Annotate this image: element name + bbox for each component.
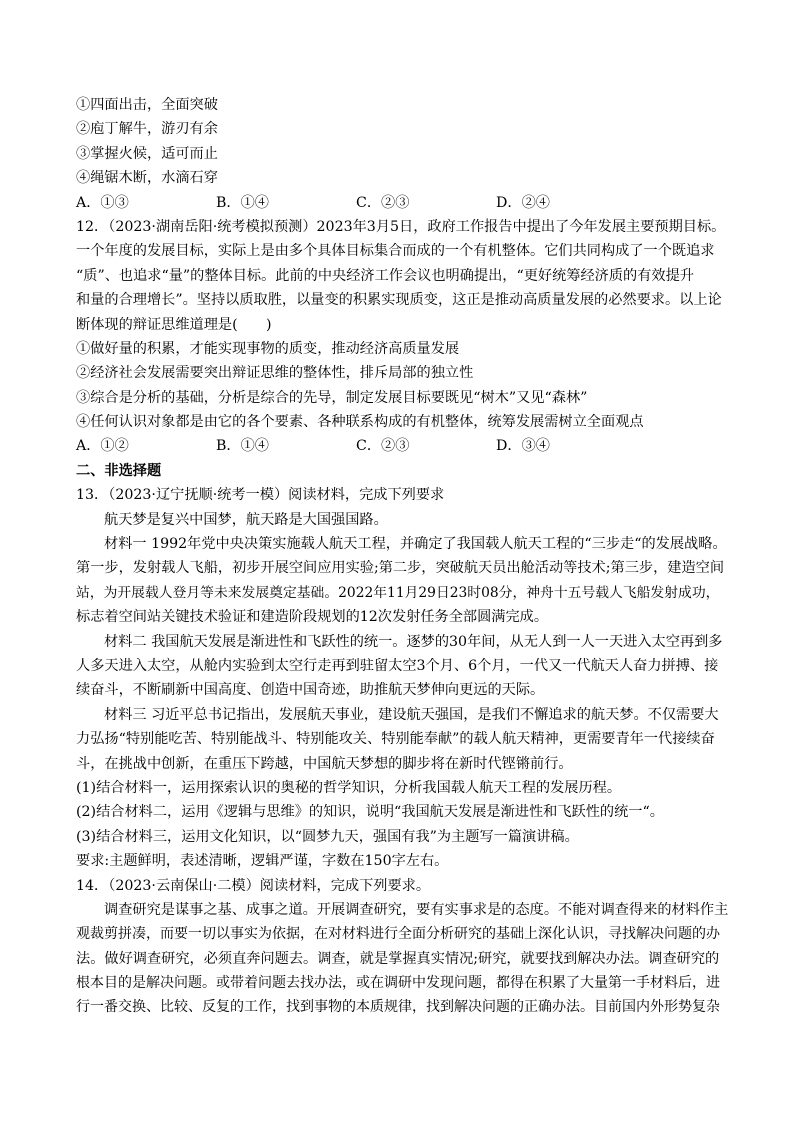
q11-option-4: ④绳锯木断，水滴石穿 [76,170,218,187]
q13-m3-line-3: 斗，在挑战中创新，在重压下跨越，中国航天梦想的脚步将在新时代铿锵前行。 [76,755,573,772]
q13-m3-line-1: 材料三 习近平总书记指出，发展航天事业，建设航天强国，是我们不懈追求的航天梦。不仅需要大 [104,706,719,723]
q11-option-1: ①四面出击，全面突破 [76,97,218,113]
q12-line-1: 12．（2023·湖南岳阳·统考模拟预测）2023年3月5日，政府工作报告中提出了今年发展主要预期目标。 [76,218,726,235]
q14-line-2: 观裁剪拼凑，而要一切以事实为依据，在对材料进行全面分析研究的基础上深化认识，寻找解决问题的办 [76,926,720,943]
q12-option-3: ③综合是分析的基础，分析是综合的先导，制定发展目标要既见“树木”又见“森林” [76,389,588,406]
q13-m2-line-3: 续奋斗，不断刷新中国高度、创造中国奇迹，助推航天梦伸向更远的天际。 [76,682,545,699]
q13-question-1: (1)结合材料一，运用探索认识的奥秘的哲学知识，分析我国载人航天工程的发展历程。 [76,779,622,796]
q14-line-1: 调查研究是谋事之基、成事之道。开展调查研究，要有实事求是的态度。不能对调查得来的材料作主 [104,901,729,918]
q14-line-4: 根本目的是解决问题。或带着问题去找办法，或在调研中发现问题，都得在积累了大量第一手材料后，进 [76,975,720,992]
q11-choice-d: D．②④ [496,194,550,211]
q13-m3-line-2: 力弘扬“特别能吃苦、特别能战斗、特别能攻关、特别能奉献”的载人航天精神，更需要青年一代接续奋 [76,731,715,748]
q13-requirement: 要求:主题鲜明，表述清晰，逻辑严谨，字数在150字左右。 [76,853,449,870]
q13-question-3: (3)结合材料三，运用文化知识，以“圆梦九天，强国有我”为主题写一篇演讲稿。 [76,828,579,845]
q12-choices [76,434,728,458]
q13-question-2: (2)结合材料二，运用《逻辑与思维》的知识，说明“我国航天发展是渐进性和飞跃性的统一“。 [76,804,664,821]
q13-m1-line-3: 站，为开展载人登月等未来发展奠定基础。2022年11月29日23时08分，神舟十五号载人飞船发射成功， [76,584,720,601]
q12-choice-d: D．③④ [496,438,550,455]
section-title: 二、非选择题 [76,462,162,479]
q11-choices [76,191,728,215]
q13-stem: 13．（2023·辽宁抚顺·统考一模）阅读材料，完成下列要求 [76,487,445,504]
q13-m1-line-1: 材料一 1992年党中央决策实施载人航天工程，并确定了我国载人航天工程的“三步走“的发展战略。 [104,536,727,553]
q11-option-2: ②庖丁解牛，游刃有余 [76,121,218,138]
q13-m2-line-1: 材料二 我国航天发展是渐进性和飞跃性的统一。逐梦的30年间，从无人到一人一天进入太空再到多 [104,633,723,650]
q14-line-5: 行一番交换、比较、反复的工作，找到事物的本质规律，找到解决问题的正确办法。目前国内外形势复杂 [76,999,720,1016]
q12-option-1: ①做好量的积累，才能实现事物的质变，推动经济高质量发展 [76,340,460,357]
q11-choice-b: B．①④ [216,194,269,211]
q12-option-2: ②经济社会发展需要突出辩证思维的整体性，排斥局部的独立性 [76,365,474,382]
q11-choice-a: A．①③ [76,194,129,211]
q12-line-4: 和量的合理增长”。坚持以质取胜，以量变的积累实现质变，这正是推动高质量发展的必然要求。以上论 [76,292,722,309]
document-page [76,93,728,1020]
q13-m1-line-4: 标志着空间站关键技术验证和建造阶段规划的12次发射任务全部圆满完成。 [76,609,549,626]
q11-choice-c: C．②③ [356,194,410,211]
q11-option-3: ③掌握火候，适可而止 [76,145,218,162]
q13-m1-line-2: 第一步，发射载人飞船，初步开展空间应用实验;第二步，突破航天员出舱活动等技术;第三步，建造空间 [76,560,725,577]
q13-intro: 航天梦是复兴中国梦，航天路是大国强国路。 [104,511,388,528]
q14-stem: 14．（2023·云南保山·二模）阅读材料，完成下列要求。 [76,877,431,894]
q12-option-4: ④任何认识对象都是由它的各个要素、各种联系构成的有机整体，统筹发展需树立全面观点 [76,414,644,431]
q12-choice-c: C．②③ [356,438,410,455]
q13-m2-line-2: 人多天进入太空，从舱内实验到太空行走再到驻留太空3个月、6个月，一代又一代航天人奋力拼搏、接 [76,657,719,674]
q12-choice-b: B．①④ [216,438,269,455]
q12-choice-a: A．①② [76,438,129,455]
q14-line-3: 法。做好调查研究，必须直奔问题去。调查，就是掌握真实情况;研究，就要找到解决办法。调查研究的 [76,950,720,967]
q12-line-3: “质”、也追求“量”的整体目标。此前的中央经济工作会议也明确提出，“更好统筹经济质的有效提升 [76,267,694,284]
q12-line-2: 一个年度的发展目标，实际上是由多个具体目标集合而成的一个有机整体。它们共同构成了一个既追求 [76,243,715,260]
q12-line-5: 断体现的辩证思维道理是( ) [76,316,272,333]
